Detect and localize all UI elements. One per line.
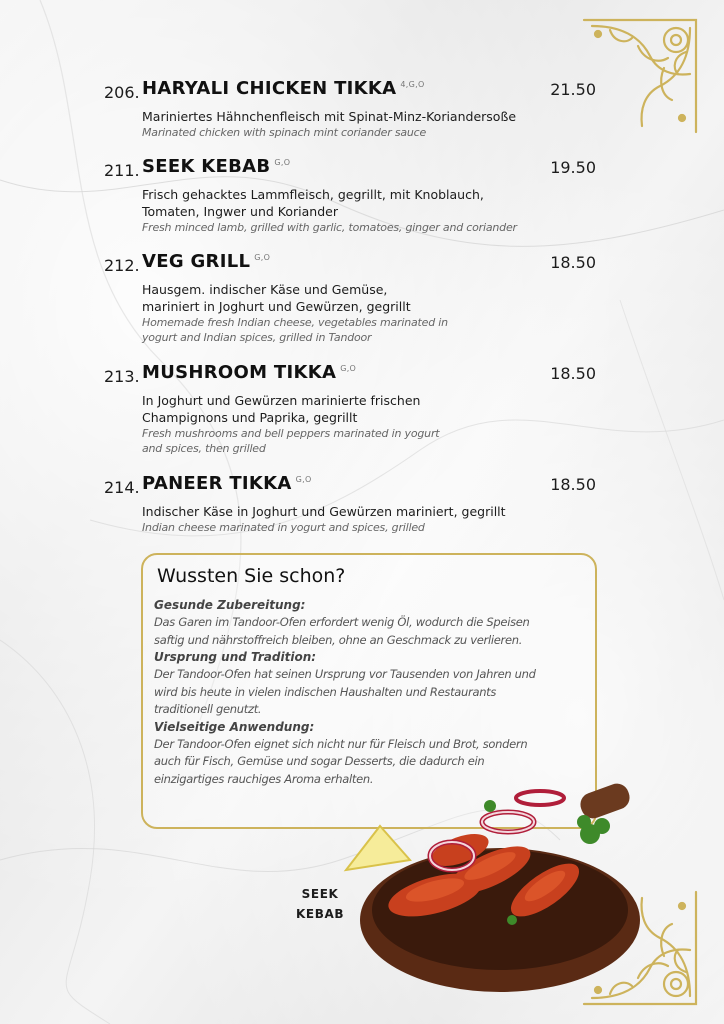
item-price: 18.50: [550, 364, 596, 383]
item-number: 212.: [104, 256, 140, 275]
allergen-codes: G,O: [340, 364, 357, 373]
description-german: Mariniertes Hähnchenfleisch mit Spinat-Minz-Koriandersoße: [142, 109, 517, 124]
item-name: SEEK KEBAB $^{G,O}$: [142, 156, 291, 177]
item-price: 18.50: [550, 475, 596, 494]
description-german: Frisch gehacktes Lammfleisch, gegrillt, mit Knoblauch, Tomaten, Ingwer und Koriander: [142, 187, 484, 219]
item-number: 214.: [104, 478, 140, 497]
menu-item: [104, 473, 604, 535]
description-english: Fresh mushrooms and bell peppers marinated in yogurt and spices, then grilled: [142, 427, 440, 455]
menu-item: [104, 362, 604, 456]
info-section-heading: Ursprung und Tradition:: [154, 650, 317, 664]
info-section-text: Das Garen im Tandoor-Ofen erfordert wenig Öl, wodurch die Speisen saftig und nährstoffreich bleiben, ohne an Geschmack zu verlieren.: [154, 615, 530, 647]
description-german: In Joghurt und Gewürzen marinierte frischen Champignons und Paprika, gegrillt: [142, 393, 421, 425]
dish-caption-line: KEBAB: [296, 907, 345, 921]
description-english: Marinated chicken with spinach mint coriander sauce: [142, 126, 427, 139]
item-price: 19.50: [550, 158, 596, 177]
menu-item: [104, 251, 604, 345]
allergen-codes: G,O: [254, 253, 271, 262]
allergen-codes: G,O: [295, 475, 312, 484]
info-section-heading: Vielseitige Anwendung:: [154, 719, 315, 734]
item-name: MUSHROOM TIKKA $^{G,O}$: [142, 362, 357, 383]
item-name: VEG GRILL $^{G,O}$: [142, 251, 271, 272]
info-box-body: [154, 597, 554, 788]
item-number: 206.: [104, 83, 140, 102]
dish-caption: [296, 884, 344, 924]
gold-ornament-bottom-icon: [580, 888, 700, 1008]
item-number: 211.: [104, 161, 140, 180]
item-name: PANEER TIKKA $^{G,O}$: [142, 473, 312, 494]
info-section-text: Der Tandoor-Ofen eignet sich nicht nur für Fleisch und Brot, sondern auch für Fisch, Gemüse und sogar Desserts, die dadurch ein einzigartiges rauchiges Aroma erhalten.: [154, 736, 528, 786]
info-section-text: Der Tandoor-Ofen hat seinen Ursprung vor Tausenden von Jahren und wird bis heute in vielen indischen Haushalten und Restaurants traditionell genutzt.: [154, 667, 536, 716]
description-german: Hausgem. indischer Käse und Gemüse, mariniert in Joghurt und Gewürzen, gegrillt: [142, 282, 411, 314]
info-box-title: Wussten Sie schon?: [157, 565, 346, 587]
description-german: Indischer Käse in Joghurt und Gewürzen mariniert, gegrillt: [142, 504, 506, 519]
allergen-codes: G,O: [274, 158, 291, 167]
allergen-codes: 4,G,O: [400, 80, 425, 89]
dish-caption-line: SEEK: [301, 887, 339, 901]
menu-item: [104, 156, 604, 235]
description-english: Homemade fresh Indian cheese, vegetables marinated in yogurt and Indian spices, grilled in Tandoor: [142, 316, 448, 344]
item-price: 18.50: [550, 253, 596, 272]
menu-item: [104, 78, 604, 140]
item-price: 21.50: [550, 80, 596, 99]
description-english: Indian cheese marinated in yogurt and spices, grilled: [142, 521, 425, 534]
info-section-heading: Gesunde Zubereitung:: [154, 598, 306, 612]
item-name: HARYALI CHICKEN TIKKA $^{4,G,O}$: [142, 78, 425, 99]
description-english: Fresh minced lamb, grilled with garlic, tomatoes, ginger and coriander: [142, 221, 517, 234]
item-number: 213.: [104, 367, 140, 386]
